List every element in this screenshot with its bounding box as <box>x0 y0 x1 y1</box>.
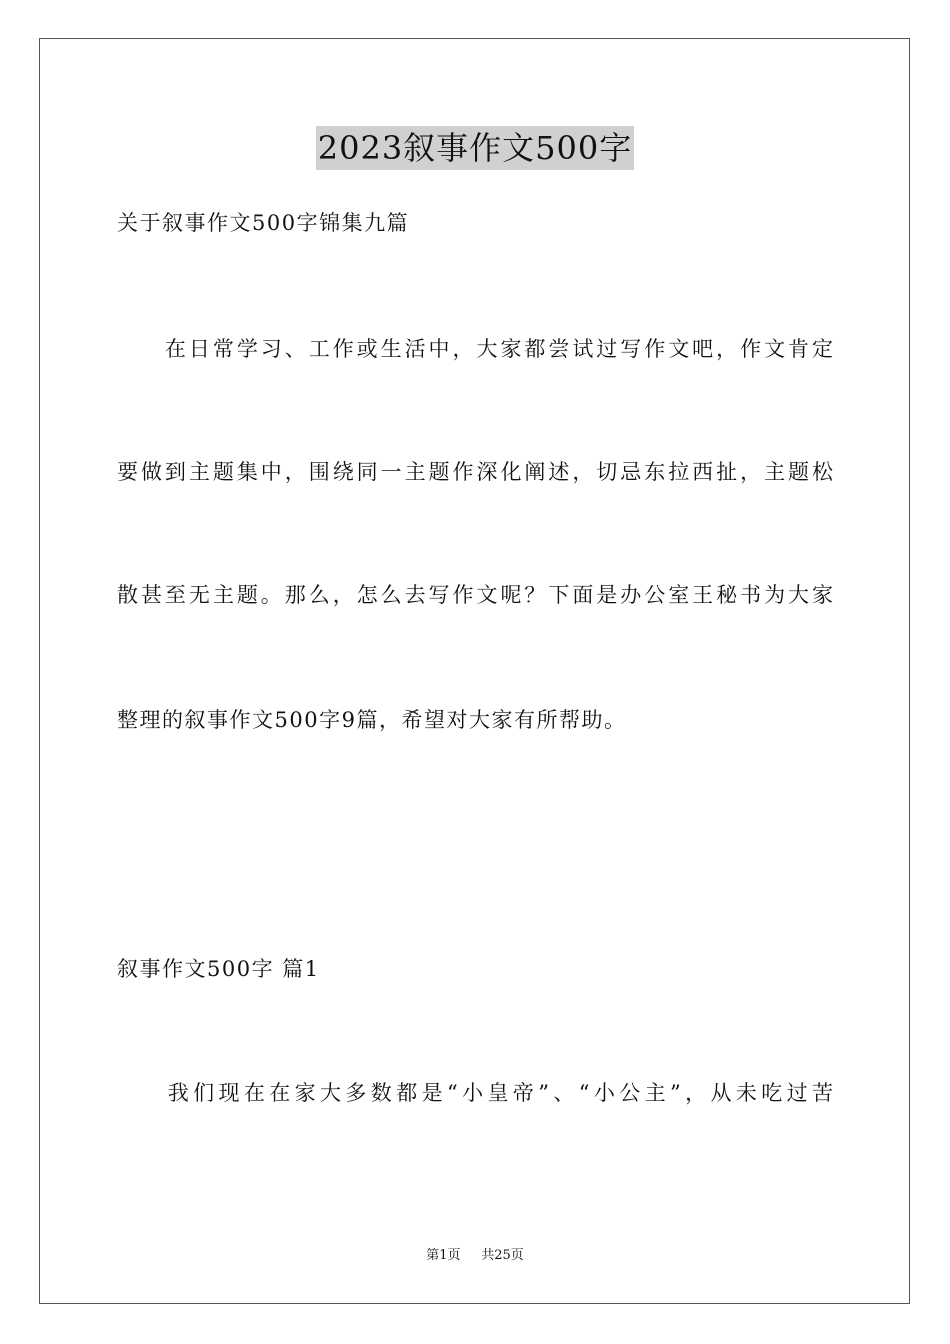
title-container <box>0 126 950 170</box>
document-subtitle: 关于叙事作文500字锦集九篇 <box>117 211 410 235</box>
section-first-line: 我们现在在家大多数都是“小皇帝”、“小公主”，从未吃过苦 <box>117 1081 833 1105</box>
intro-line-3: 散甚至无主题。那么，怎么去写作文呢？下面是办公室王秘书为大家 <box>117 583 833 607</box>
page-footer <box>0 1247 950 1265</box>
intro-line-2: 要做到主题集中，围绕同一主题作深化阐述，切忌东拉西扯，主题松 <box>117 460 833 484</box>
intro-line-4: 整理的叙事作文500字9篇，希望对大家有所帮助。 <box>117 708 627 732</box>
intro-line-1: 在日常学习、工作或生活中，大家都尝试过写作文吧，作文肯定 <box>117 337 833 361</box>
page-number: 第1页 <box>426 1248 461 1263</box>
page-total: 共25页 <box>481 1248 524 1263</box>
document-title: 2023叙事作文500字 <box>316 126 635 170</box>
section-heading: 叙事作文500字 篇1 <box>117 957 320 981</box>
